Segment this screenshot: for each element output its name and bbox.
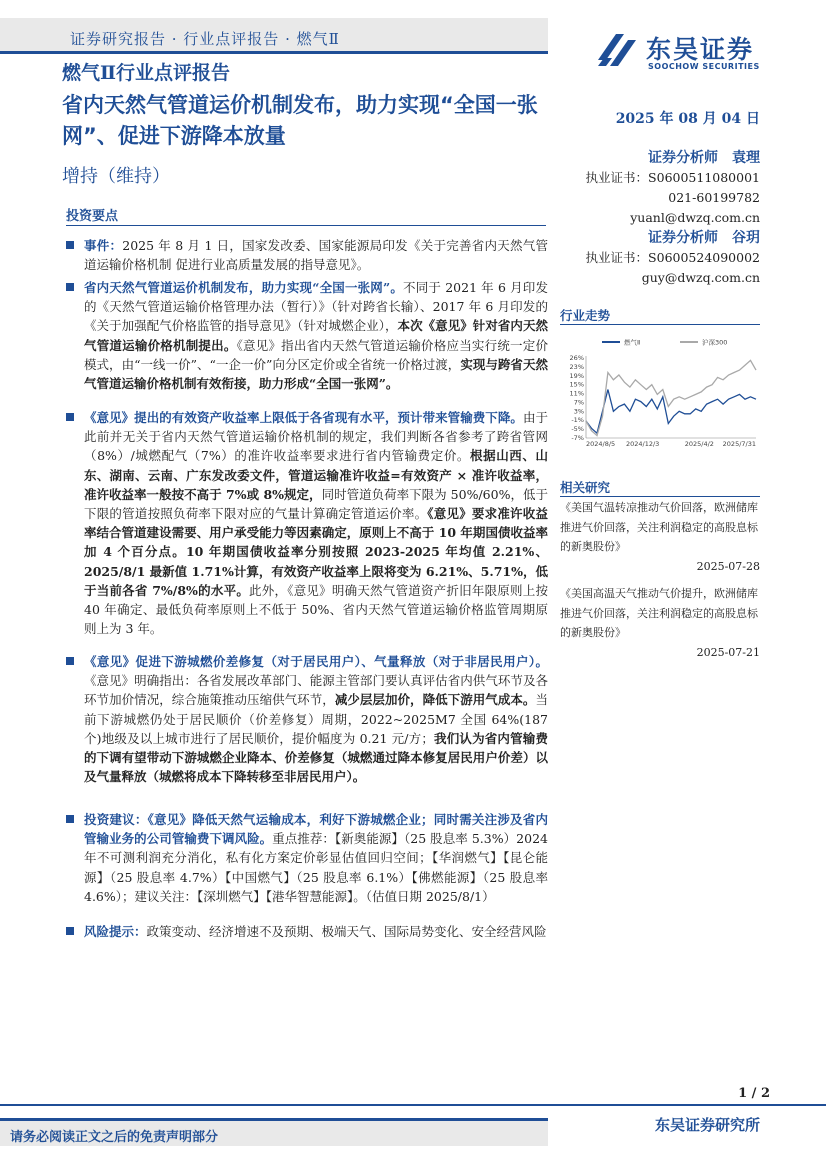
footer-divider xyxy=(0,1104,826,1106)
y-tick-label: 3% xyxy=(573,407,584,416)
bullet-body: 《意见》明确指出：各省发展改革部门、能源主管部门要认真评估省内供气环节及各环节加价情况，综合施策推动压缩供气环节， xyxy=(84,673,548,708)
bullet-body: 同时管道负荷率下限为 50%/60%，低于下限的管道按照负荷率下限对应的气量计算确定管道运价率。 xyxy=(84,486,548,522)
related-item[interactable] xyxy=(560,498,760,576)
bullet-lead: 风险提示： xyxy=(84,924,147,939)
bullet-bold: 《意见》要求准许收益率结合管道建设需要、用户承受能力等因素确定，原则上不高于 10 年期国债收益率加 4 个百分点。10 年期国债收益率分别按照 2023-2025 年均值 2.21%、2025/8/1 最新值 1.71%计算，有效资产收益率上限将变为 6.21%、5.71%，低于当前各省 7%/8%的水平。 xyxy=(84,506,548,598)
report-date: 2025 年 08 月 04 日 xyxy=(615,111,760,127)
x-tick-label: 2024/8/5 xyxy=(586,440,616,448)
analyst-cert: 执业证书：S0600511080001 xyxy=(585,170,760,185)
bullet-square-icon xyxy=(66,927,74,935)
series-line xyxy=(586,390,756,434)
soochow-logo-icon xyxy=(594,30,640,70)
analyst-cert: 执业证书：S0600524090002 xyxy=(585,250,760,265)
page-number: 1 / 2 xyxy=(738,1086,770,1101)
related-title[interactable]: 《美国高温天气推动气价提升，欧洲储库推进气价回落，关注利润稳定的高股息标的新奥股份》 xyxy=(560,587,758,639)
disclaimer-text: 请务必阅读正文之后的免责声明部分 xyxy=(10,1130,219,1145)
analyst-name: 证券分析师 谷玥 xyxy=(648,230,760,246)
related-title[interactable]: 《美国气温转凉推动气价回落，欧洲储库推进气价回落，关注利润稳定的高股息标的新奥股份》 xyxy=(560,501,758,553)
bullet-bold: 我们认为省内管输费的下调有望带动下游城燃企业降本、价差修复（城燃通过降本修复居民用户价差）以及气量释放（城燃将成本下降转移至非居民用户）。 xyxy=(84,730,548,785)
related-divider xyxy=(560,496,760,497)
y-tick-label: -1% xyxy=(571,416,584,425)
bullet-bold: 本次《意见》针对省内天然气管道运输价格机制提出。 xyxy=(84,318,548,353)
bullet-square-icon xyxy=(66,283,74,291)
bullet-lead: 《意见》促进下游城燃价差修复（对于居民用户）、气量释放（对于非居民用户）。 xyxy=(84,654,548,669)
report-title: 省内天然气管道运价机制发布，助力实现“全国一张网”、促进下游降本放量 xyxy=(62,93,538,148)
bullet-square-icon xyxy=(66,241,74,249)
y-tick-label: 23% xyxy=(569,362,584,371)
bullet-square-icon xyxy=(66,413,74,421)
header-bar xyxy=(0,18,548,54)
x-tick-label: 2024/12/3 xyxy=(625,440,660,448)
logo-name-en: SOOCHOW SECURITIES xyxy=(648,62,760,71)
trend-heading: 行业走势 xyxy=(560,308,611,323)
bullet-body: 当前下游城燃仍处于居民顺价（价差修复）周期，2022~2025M7 全国 64%(187 个)地级及以上城市进行了居民顺价，提价幅度为 0.21 元/方； xyxy=(84,692,548,746)
x-tick-label: 2025/7/31 xyxy=(722,440,756,448)
industry-trend-chart xyxy=(562,334,760,450)
bullet-body: 此外，《意见》明确天然气管道资产折旧年限原则上按 40 年确定、最低负荷率原则上不低于 50%、省内天然气管道运输价格监管周期原则上为 3 年。 xyxy=(84,582,548,637)
bullet-mechanism xyxy=(66,278,548,393)
bullet-body: 政策变动、经济增速不及预期、极端天气、国际局势变化、安全经营风险 xyxy=(146,924,547,939)
institute-name: 东吴证券研究所 xyxy=(654,1116,760,1134)
bullet-downstream xyxy=(66,652,548,786)
trend-divider xyxy=(560,324,760,325)
y-tick-label: -5% xyxy=(571,425,584,434)
analyst-email[interactable]: yuanl@dwzq.com.cn xyxy=(630,210,760,225)
bullet-body: 由于此前并无关于省内天然气管道运输价格机制的规定，我们判断各省参考了跨省管网（8%）/城燃配气（7%）的准许收益率要求进行省内管输费定价。 xyxy=(84,410,548,464)
logo-name-cn: 东吴证券 xyxy=(646,35,755,64)
bullet-body: 《意见》指出省内天然气管道运输价格应当实行统一定价模式，由“一线一价”、“一企一价”向分区定价或全省统一价格过渡， xyxy=(84,337,548,372)
bullet-event xyxy=(66,236,548,274)
analyst-name: 证券分析师 袁理 xyxy=(648,150,760,166)
y-tick-label: 11% xyxy=(569,389,584,398)
bullet-square-icon xyxy=(66,657,74,665)
related-date: 2025-07-28 xyxy=(696,559,760,573)
company-logo xyxy=(594,30,774,74)
bullet-bold: 根据山西、山东、湖南、云南、广东发改委文件，管道运输准许收益=有效资产 × 准许收益率，准许收益率一般按不高于 7%或 8%规定， xyxy=(84,448,548,502)
bullet-return-cap xyxy=(66,408,548,638)
bullet-body: 2025 年 8 月 1 日，国家发改委、国家能源局印发《关于完善省内天然气管道运输价格机制 促进行业高质量发展的指导意见》。 xyxy=(84,238,548,273)
y-tick-label: -7% xyxy=(571,434,584,442)
bullet-lead: 投资建议：《意见》降低天然气运输成本，利好下游城燃企业；同时需关注涉及省内管输业务的公司管输费下调风险。 xyxy=(84,812,548,847)
bullet-lead: 《意见》提出的有效资产收益率上限低于各省现有水平，预计带来管输费下降。 xyxy=(84,410,523,425)
bullet-body: 重点推荐：【新奥能源】（25 股息率 5.3%）2024 年不可测利润充分消化，私有化方案定价彰显估值回归空间；【华润燃气】【昆仑能源】（25 股息率 4.7%）【中国燃气】（25 股息率 6.1%）【佛燃能源】（25 股息率 4.6%）；建议关注：【深圳燃气】【港华智慧能源】。（估值日期 2025/8/1） xyxy=(84,831,548,904)
bullet-lead: 事件： xyxy=(84,238,123,253)
analyst-2 xyxy=(560,228,760,288)
analyst-email[interactable]: guy@dwzq.com.cn xyxy=(641,270,760,285)
bullet-lead: 省内天然气管道运价机制发布，助力实现“全国一张网”。 xyxy=(84,280,404,295)
related-date: 2025-07-21 xyxy=(696,645,760,659)
related-heading: 相关研究 xyxy=(560,480,611,495)
legend-label: 燃气Ⅱ xyxy=(624,338,641,347)
related-item[interactable] xyxy=(560,584,760,662)
legend-label: 沪深300 xyxy=(702,338,728,347)
analyst-phone: 021-60199782 xyxy=(668,190,760,205)
y-tick-label: 7% xyxy=(573,398,584,407)
summary-heading: 投资要点 xyxy=(66,209,119,224)
bullet-bold: 减少层层加价，降低下游用气成本。 xyxy=(334,692,536,708)
bullet-square-icon xyxy=(66,815,74,823)
report-type: 燃气Ⅱ行业点评报告 xyxy=(62,62,231,84)
summary-divider xyxy=(66,225,546,226)
y-tick-label: 26% xyxy=(569,354,584,362)
y-tick-label: 15% xyxy=(569,380,584,389)
breadcrumb: 证券研究报告 · 行业点评报告 · 燃气Ⅱ xyxy=(70,30,340,48)
bullet-bold: 实现与跨省天然气管道运输价格机制有效衔接，助力形成“全国一张网”。 xyxy=(84,356,548,392)
bullet-body: 不同于 2021 年 6 月印发的《天然气管道运输价格管理办法（暂行）》（针对跨省长输）、2017 年 6 月印发的《关于加强配气价格监管的指导意见》（针对城燃企业）， xyxy=(84,280,548,334)
rating: 增持（维持） xyxy=(62,166,170,187)
analyst-1 xyxy=(560,148,760,228)
bullet-investment xyxy=(66,810,548,906)
y-tick-label: 19% xyxy=(569,371,584,380)
bullet-risk xyxy=(66,922,548,941)
x-tick-label: 2025/4/2 xyxy=(684,440,714,448)
footer-bar xyxy=(0,1118,548,1146)
